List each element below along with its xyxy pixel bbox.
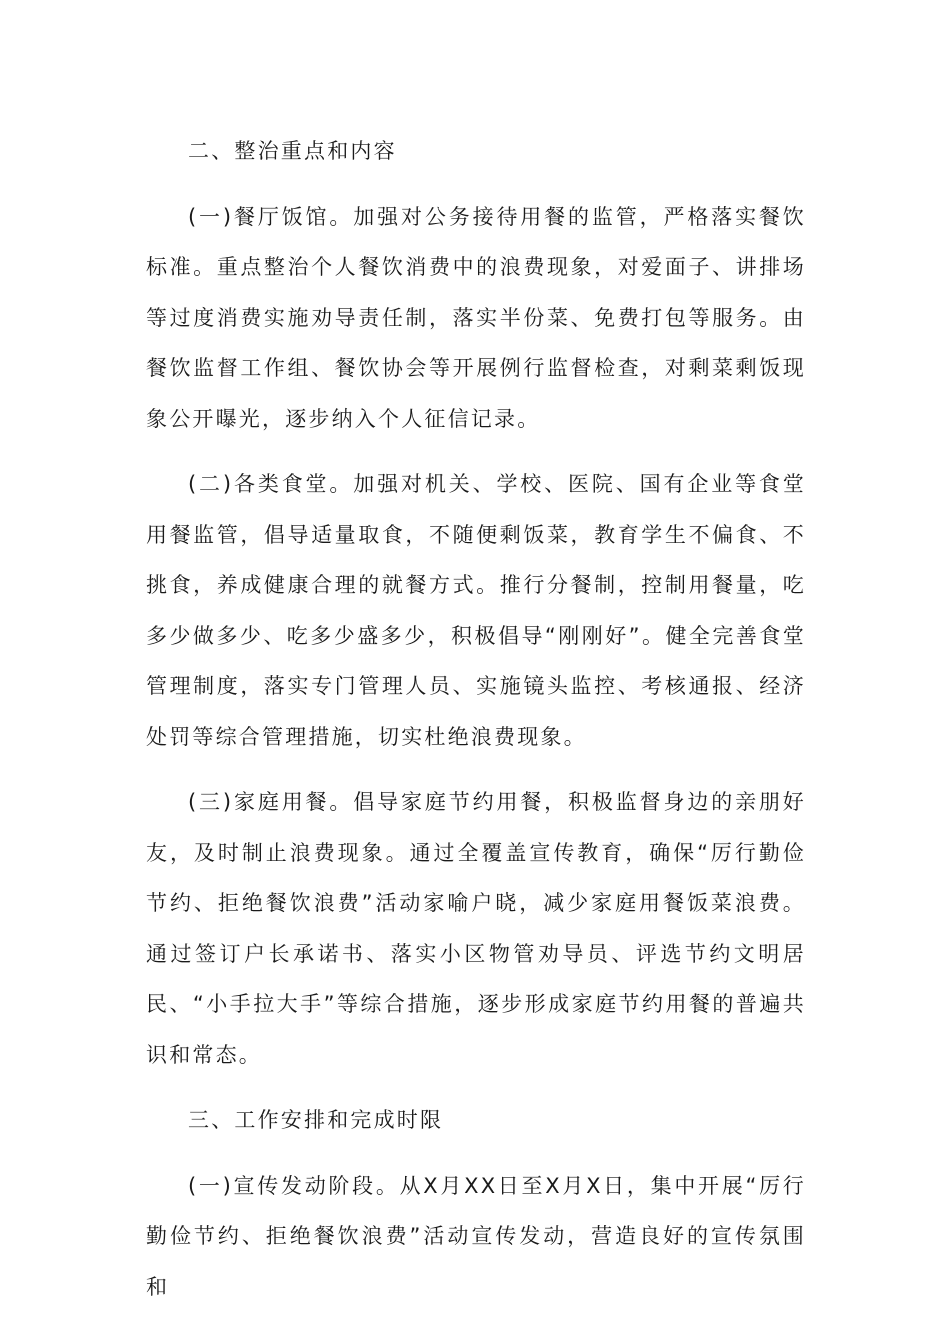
section-heading-2: 二、整治重点和内容 xyxy=(188,139,397,163)
paragraph-family-dining: (三)家庭用餐。倡导家庭节约用餐，积极监督身边的亲朋好友，及时制止浪费现象。通过全覆盖宣传教育，确保“厉行勤俭节约、拒绝餐饮浪费”活动家喻户晓，减少家庭用餐饭菜浪费。通过签订户长承诺书、落实小区物管劝导员、评选节约文明居民、“小手拉大手”等综合措施，逐步形成家庭节约用餐的普遍共识和常态。 xyxy=(146,790,806,1067)
document-body xyxy=(146,126,806,1327)
paragraph-publicity-phase: (一)宣传发动阶段。从X月XX日至X月X日，集中开展“厉行勤俭节约、拒绝餐饮浪费”活动宣传发动，营造良好的宣传氛围和 xyxy=(146,1173,806,1299)
paragraph-restaurants: (一)餐厅饭馆。加强对公务接待用餐的监管，严格落实餐饮标准。重点整治个人餐饮消费中的浪费现象，对爱面子、讲排场等过度消费实施劝导责任制，落实半份菜、免费打包等服务。由餐饮监督工作组、餐饮协会等开展例行监督检查，对剩菜剩饭现象公开曝光，逐步纳入个人征信记录。 xyxy=(146,204,806,431)
section-heading-3: 三、工作安排和完成时限 xyxy=(188,1108,444,1132)
paragraph-canteens: (二)各类食堂。加强对机关、学校、医院、国有企业等食堂用餐监管，倡导适量取食，不随便剩饭菜，教育学生不偏食、不挑食，养成健康合理的就餐方式。推行分餐制，控制用餐量，吃多少做多少、吃多少盛多少，积极倡导“刚刚好”。健全完善食堂管理制度，落实专门管理人员、实施镜头监控、考核通报、经济处罚等综合管理措施，切实杜绝浪费现象。 xyxy=(146,472,806,749)
